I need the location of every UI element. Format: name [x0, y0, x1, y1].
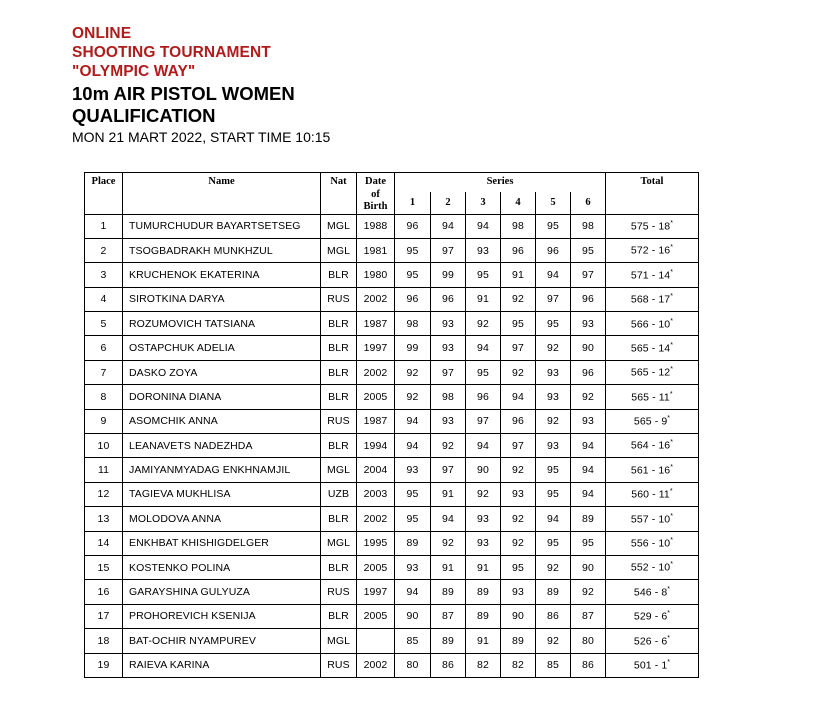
- cell-place: 10: [85, 434, 123, 458]
- table-row: [85, 312, 699, 336]
- inner-ten-mark: *: [667, 658, 671, 666]
- total-score: 571 - 14: [630, 269, 671, 282]
- col-header-series-num: 4: [501, 192, 536, 214]
- cell-series-score: 96: [536, 238, 571, 262]
- cell-name: ENKHBAT KHISHIGDELGER: [123, 531, 321, 555]
- cell-series-score: 93: [571, 312, 606, 336]
- cell-name: DORONINA DIANA: [123, 385, 321, 409]
- table-row: [85, 434, 699, 458]
- inner-ten-mark: *: [669, 390, 673, 398]
- cell-series-score: 96: [431, 287, 466, 311]
- col-header-dob: [357, 173, 395, 215]
- cell-dob: 2002: [357, 653, 395, 677]
- cell-dob: [357, 629, 395, 653]
- inner-ten-mark: *: [667, 415, 671, 423]
- col-header-name: Name: [123, 173, 321, 215]
- col-header-series: Series: [395, 173, 606, 192]
- cell-nat: BLR: [321, 336, 357, 360]
- cell-series-score: 95: [395, 507, 431, 531]
- cell-series-score: 92: [571, 385, 606, 409]
- col-header-total: Total: [606, 173, 699, 215]
- cell-name: TSOGBADRAKH MUNKHZUL: [123, 238, 321, 262]
- cell-series-score: 91: [466, 629, 501, 653]
- col-header-place: Place: [85, 173, 123, 215]
- cell-place: 5: [85, 312, 123, 336]
- inner-ten-mark: *: [670, 219, 674, 227]
- total-score: 565 - 11: [631, 391, 670, 404]
- cell-series-score: 94: [395, 434, 431, 458]
- cell-dob: 1997: [357, 336, 395, 360]
- cell-place: 8: [85, 385, 123, 409]
- event-stage: QUALIFICATION: [72, 105, 216, 126]
- cell-place: 19: [85, 653, 123, 677]
- cell-place: 14: [85, 531, 123, 555]
- total-score: 565 - 9: [633, 415, 668, 428]
- cell-series-score: 92: [501, 531, 536, 555]
- cell-series-score: 94: [571, 482, 606, 506]
- total-score: 529 - 6: [633, 610, 668, 623]
- cell-series-score: 93: [466, 238, 501, 262]
- inner-ten-mark: *: [670, 439, 674, 447]
- cell-series-score: 92: [501, 360, 536, 384]
- inner-ten-mark: *: [670, 317, 674, 325]
- table-row: [85, 555, 699, 579]
- cell-series-score: 94: [536, 507, 571, 531]
- cell-series-score: 97: [466, 409, 501, 433]
- cell-series-score: 95: [536, 482, 571, 506]
- total-score: 572 - 16: [630, 244, 671, 257]
- cell-nat: RUS: [321, 580, 357, 604]
- cell-series-score: 90: [466, 458, 501, 482]
- tournament-label-online: ONLINE: [72, 25, 132, 42]
- cell-place: 2: [85, 238, 123, 262]
- col-header-series-num: 2: [431, 192, 466, 214]
- col-header-dob-part: of: [371, 188, 380, 200]
- cell-series-score: 94: [466, 336, 501, 360]
- table-row: [85, 238, 699, 262]
- cell-place: 7: [85, 360, 123, 384]
- tournament-label-type: SHOOTING TOURNAMENT: [72, 44, 271, 61]
- cell-dob: 1988: [357, 214, 395, 238]
- inner-ten-mark: *: [670, 341, 674, 349]
- cell-dob: 1997: [357, 580, 395, 604]
- cell-series-score: 92: [536, 629, 571, 653]
- cell-dob: 1995: [357, 531, 395, 555]
- cell-series-score: 97: [431, 360, 466, 384]
- cell-series-score: 93: [466, 507, 501, 531]
- cell-place: 1: [85, 214, 123, 238]
- cell-series-score: 93: [395, 458, 431, 482]
- cell-place: 11: [85, 458, 123, 482]
- inner-ten-mark: *: [667, 634, 671, 642]
- cell-series-score: 93: [501, 482, 536, 506]
- cell-series-score: 94: [501, 385, 536, 409]
- cell-series-score: 94: [395, 580, 431, 604]
- cell-series-score: 96: [501, 238, 536, 262]
- cell-nat: BLR: [321, 555, 357, 579]
- table-row: [85, 580, 699, 604]
- cell-nat: BLR: [321, 507, 357, 531]
- cell-dob: 1994: [357, 434, 395, 458]
- cell-total: [606, 653, 699, 677]
- cell-dob: 1981: [357, 238, 395, 262]
- cell-series-score: 96: [466, 385, 501, 409]
- cell-name: PROHOREVICH KSENIJA: [123, 604, 321, 628]
- cell-dob: 2003: [357, 482, 395, 506]
- table-row: [85, 336, 699, 360]
- cell-series-score: 92: [501, 458, 536, 482]
- total-score: 556 - 10: [630, 537, 671, 550]
- cell-series-score: 93: [571, 409, 606, 433]
- cell-name: MOLODOVA ANNA: [123, 507, 321, 531]
- cell-total: [606, 507, 699, 531]
- cell-place: 9: [85, 409, 123, 433]
- cell-total: [606, 531, 699, 555]
- cell-dob: 2002: [357, 287, 395, 311]
- cell-series-score: 93: [536, 434, 571, 458]
- cell-series-score: 97: [501, 434, 536, 458]
- cell-nat: RUS: [321, 409, 357, 433]
- cell-series-score: 93: [466, 531, 501, 555]
- cell-total: [606, 629, 699, 653]
- cell-series-score: 92: [431, 434, 466, 458]
- table-body: [85, 214, 699, 677]
- inner-ten-mark: *: [670, 561, 674, 569]
- inner-ten-mark: *: [670, 463, 674, 471]
- cell-series-score: 92: [536, 409, 571, 433]
- cell-series-score: 95: [395, 238, 431, 262]
- table-row: [85, 653, 699, 677]
- cell-series-score: 97: [501, 336, 536, 360]
- cell-name: OSTAPCHUK ADELIA: [123, 336, 321, 360]
- cell-name: TAGIEVA MUKHLISA: [123, 482, 321, 506]
- cell-nat: BLR: [321, 604, 357, 628]
- cell-series-score: 97: [431, 458, 466, 482]
- cell-series-score: 91: [466, 287, 501, 311]
- total-score: 552 - 10: [630, 561, 671, 574]
- total-score: 565 - 12: [630, 366, 671, 379]
- cell-series-score: 89: [466, 580, 501, 604]
- cell-total: [606, 312, 699, 336]
- cell-place: 3: [85, 263, 123, 287]
- cell-dob: 1987: [357, 312, 395, 336]
- cell-series-score: 94: [431, 214, 466, 238]
- table-row: [85, 507, 699, 531]
- cell-name: KOSTENKO POLINA: [123, 555, 321, 579]
- cell-series-score: 93: [536, 385, 571, 409]
- cell-series-score: 89: [466, 604, 501, 628]
- cell-series-score: 95: [501, 555, 536, 579]
- cell-series-score: 92: [395, 360, 431, 384]
- cell-name: DASKO ZOYA: [123, 360, 321, 384]
- total-score: 501 - 1: [633, 659, 668, 672]
- cell-series-score: 96: [395, 214, 431, 238]
- cell-nat: MGL: [321, 629, 357, 653]
- cell-series-score: 91: [431, 555, 466, 579]
- cell-series-score: 86: [536, 604, 571, 628]
- cell-series-score: 95: [571, 531, 606, 555]
- cell-name: LEANAVETS NADEZHDA: [123, 434, 321, 458]
- cell-total: [606, 458, 699, 482]
- table-row: [85, 531, 699, 555]
- cell-place: 13: [85, 507, 123, 531]
- cell-dob: 1980: [357, 263, 395, 287]
- col-header-series-num: 5: [536, 192, 571, 214]
- cell-series-score: 95: [466, 360, 501, 384]
- cell-series-score: 93: [501, 580, 536, 604]
- cell-series-score: 82: [466, 653, 501, 677]
- cell-dob: 2005: [357, 604, 395, 628]
- total-score: 565 - 14: [630, 342, 671, 355]
- cell-series-score: 92: [501, 287, 536, 311]
- cell-series-score: 82: [501, 653, 536, 677]
- table-row: [85, 458, 699, 482]
- inner-ten-mark: *: [670, 366, 674, 374]
- cell-name: ROZUMOVICH TATSIANA: [123, 312, 321, 336]
- cell-name: ASOMCHIK ANNA: [123, 409, 321, 433]
- cell-series-score: 93: [431, 409, 466, 433]
- cell-total: [606, 238, 699, 262]
- cell-place: 17: [85, 604, 123, 628]
- cell-dob: 1987: [357, 409, 395, 433]
- cell-series-score: 90: [571, 555, 606, 579]
- cell-series-score: 91: [431, 482, 466, 506]
- inner-ten-mark: *: [669, 488, 673, 496]
- cell-name: JAMIYANMYADAG ENKHNAMJIL: [123, 458, 321, 482]
- cell-series-score: 93: [395, 555, 431, 579]
- table-row: [85, 263, 699, 287]
- cell-series-score: 96: [395, 287, 431, 311]
- cell-series-score: 92: [431, 531, 466, 555]
- cell-series-score: 80: [571, 629, 606, 653]
- cell-name: GARAYSHINA GULYUZA: [123, 580, 321, 604]
- cell-series-score: 94: [431, 507, 466, 531]
- cell-series-score: 95: [466, 263, 501, 287]
- cell-series-score: 94: [395, 409, 431, 433]
- total-score: 561 - 16: [630, 464, 671, 477]
- cell-nat: MGL: [321, 458, 357, 482]
- cell-series-score: 97: [431, 238, 466, 262]
- cell-series-score: 99: [431, 263, 466, 287]
- cell-series-score: 94: [571, 458, 606, 482]
- cell-series-score: 89: [431, 580, 466, 604]
- col-header-nat: Nat: [321, 173, 357, 215]
- cell-series-score: 95: [395, 263, 431, 287]
- inner-ten-mark: *: [667, 610, 671, 618]
- cell-series-score: 89: [395, 531, 431, 555]
- cell-series-score: 85: [536, 653, 571, 677]
- cell-total: [606, 555, 699, 579]
- table-row: [85, 385, 699, 409]
- cell-name: TUMURCHUDUR BAYARTSETSEG: [123, 214, 321, 238]
- cell-place: 15: [85, 555, 123, 579]
- cell-series-score: 93: [431, 312, 466, 336]
- cell-series-score: 92: [536, 555, 571, 579]
- cell-total: [606, 580, 699, 604]
- total-score: 560 - 11: [631, 488, 670, 501]
- cell-total: [606, 287, 699, 311]
- cell-total: [606, 482, 699, 506]
- total-score: 526 - 6: [633, 635, 668, 648]
- cell-nat: BLR: [321, 312, 357, 336]
- cell-nat: BLR: [321, 434, 357, 458]
- cell-series-score: 90: [395, 604, 431, 628]
- total-score: 564 - 16: [630, 439, 671, 452]
- inner-ten-mark: *: [667, 585, 671, 593]
- total-score: 566 - 10: [630, 318, 671, 330]
- cell-total: [606, 385, 699, 409]
- cell-series-score: 95: [536, 312, 571, 336]
- table-row: [85, 409, 699, 433]
- cell-series-score: 89: [536, 580, 571, 604]
- cell-series-score: 98: [571, 214, 606, 238]
- cell-total: [606, 336, 699, 360]
- cell-dob: 2002: [357, 507, 395, 531]
- col-header-series-num: 3: [466, 192, 501, 214]
- inner-ten-mark: *: [670, 512, 674, 520]
- cell-nat: BLR: [321, 385, 357, 409]
- cell-series-score: 95: [501, 312, 536, 336]
- cell-place: 18: [85, 629, 123, 653]
- cell-series-score: 92: [466, 312, 501, 336]
- cell-total: [606, 409, 699, 433]
- cell-series-score: 90: [571, 336, 606, 360]
- cell-nat: MGL: [321, 214, 357, 238]
- cell-series-score: 98: [431, 385, 466, 409]
- cell-series-score: 92: [571, 580, 606, 604]
- cell-series-score: 94: [536, 263, 571, 287]
- cell-series-score: 97: [536, 287, 571, 311]
- cell-series-score: 86: [571, 653, 606, 677]
- cell-series-score: 92: [536, 336, 571, 360]
- cell-series-score: 98: [395, 312, 431, 336]
- table-row: [85, 482, 699, 506]
- cell-place: 6: [85, 336, 123, 360]
- cell-series-score: 92: [466, 482, 501, 506]
- cell-series-score: 90: [501, 604, 536, 628]
- cell-name: KRUCHENOK EKATERINA: [123, 263, 321, 287]
- event-title: 10m AIR PISTOL WOMEN: [72, 83, 295, 104]
- col-header-series-num: 6: [571, 192, 606, 214]
- cell-nat: MGL: [321, 531, 357, 555]
- cell-series-score: 95: [536, 214, 571, 238]
- col-header-series-num: 1: [395, 192, 431, 214]
- cell-series-score: 94: [466, 434, 501, 458]
- inner-ten-mark: *: [670, 537, 674, 545]
- table-header: [85, 173, 699, 215]
- cell-total: [606, 604, 699, 628]
- inner-ten-mark: *: [670, 244, 674, 252]
- cell-series-score: 95: [536, 458, 571, 482]
- cell-series-score: 94: [571, 434, 606, 458]
- cell-series-score: 93: [431, 336, 466, 360]
- cell-series-score: 80: [395, 653, 431, 677]
- cell-name: SIROTKINA DARYA: [123, 287, 321, 311]
- cell-total: [606, 214, 699, 238]
- cell-series-score: 92: [501, 507, 536, 531]
- cell-series-score: 93: [536, 360, 571, 384]
- cell-series-score: 85: [395, 629, 431, 653]
- col-header-dob-part: Date: [365, 176, 386, 187]
- cell-place: 4: [85, 287, 123, 311]
- total-score: 568 - 17: [630, 293, 671, 306]
- cell-series-score: 96: [571, 287, 606, 311]
- cell-series-score: 87: [431, 604, 466, 628]
- total-score: 575 - 18: [630, 220, 671, 233]
- cell-series-score: 89: [571, 507, 606, 531]
- cell-series-score: 89: [501, 629, 536, 653]
- cell-dob: 2005: [357, 385, 395, 409]
- cell-place: 12: [85, 482, 123, 506]
- cell-nat: MGL: [321, 238, 357, 262]
- cell-series-score: 99: [395, 336, 431, 360]
- cell-dob: 2002: [357, 360, 395, 384]
- cell-series-score: 91: [466, 555, 501, 579]
- cell-dob: 2005: [357, 555, 395, 579]
- cell-series-score: 92: [395, 385, 431, 409]
- col-header-dob-part: Birth: [363, 201, 388, 212]
- cell-total: [606, 263, 699, 287]
- cell-series-score: 98: [501, 214, 536, 238]
- table-row: [85, 287, 699, 311]
- cell-nat: BLR: [321, 263, 357, 287]
- cell-series-score: 95: [536, 531, 571, 555]
- cell-series-score: 87: [571, 604, 606, 628]
- cell-series-score: 94: [466, 214, 501, 238]
- table-row: [85, 604, 699, 628]
- cell-nat: RUS: [321, 653, 357, 677]
- cell-series-score: 91: [501, 263, 536, 287]
- table-row: [85, 629, 699, 653]
- event-datetime: MON 21 MART 2022, START TIME 10:15: [72, 129, 331, 145]
- table-row: [85, 360, 699, 384]
- cell-total: [606, 434, 699, 458]
- cell-series-score: 95: [571, 238, 606, 262]
- cell-nat: UZB: [321, 482, 357, 506]
- cell-series-score: 97: [571, 263, 606, 287]
- cell-series-score: 89: [431, 629, 466, 653]
- document-header: [72, 24, 330, 146]
- results-table: [84, 172, 699, 678]
- cell-name: BAT-OCHIR NYAMPUREV: [123, 629, 321, 653]
- cell-nat: BLR: [321, 360, 357, 384]
- table-row: [85, 214, 699, 238]
- cell-series-score: 96: [501, 409, 536, 433]
- inner-ten-mark: *: [670, 268, 674, 276]
- inner-ten-mark: *: [670, 293, 674, 301]
- total-score: 557 - 10: [630, 513, 671, 526]
- cell-dob: 2004: [357, 458, 395, 482]
- total-score: 546 - 8: [633, 586, 668, 599]
- cell-place: 16: [85, 580, 123, 604]
- cell-series-score: 86: [431, 653, 466, 677]
- cell-series-score: 95: [395, 482, 431, 506]
- cell-nat: RUS: [321, 287, 357, 311]
- tournament-label-name: "OLYMPIC WAY": [72, 63, 196, 80]
- cell-series-score: 96: [571, 360, 606, 384]
- cell-name: RAIEVA KARINA: [123, 653, 321, 677]
- cell-total: [606, 360, 699, 384]
